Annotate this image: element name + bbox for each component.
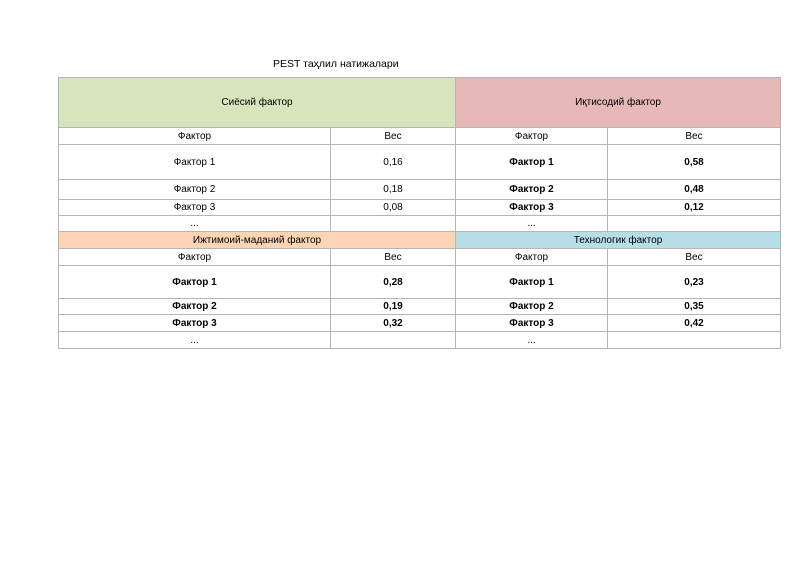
social-weight-1: 0,28 xyxy=(331,266,456,299)
political-factor-2: Фактор 2 xyxy=(59,180,331,200)
economic-weight-1: 0,58 xyxy=(608,145,781,180)
technological-weight-3: 0,42 xyxy=(608,315,781,332)
political-factor-1: Фактор 1 xyxy=(59,145,331,180)
social-factor-2: Фактор 2 xyxy=(59,299,331,315)
political-more-weight xyxy=(331,216,456,232)
economic-factor-3: Фактор 3 xyxy=(456,200,608,216)
technological-factor-3: Фактор 3 xyxy=(456,315,608,332)
political-more: ... xyxy=(59,216,331,232)
economic-col-factor: Фактор xyxy=(456,128,608,145)
technological-more-weight xyxy=(608,332,781,349)
economic-col-weight: Вес xyxy=(608,128,781,145)
political-weight-2: 0,18 xyxy=(331,180,456,200)
economic-header: Иқтисодий фактор xyxy=(456,78,781,128)
technological-factor-2: Фактор 2 xyxy=(456,299,608,315)
social-col-factor: Фактор xyxy=(59,249,331,266)
economic-more: ... xyxy=(456,216,608,232)
social-more: ... xyxy=(59,332,331,349)
technological-factor-1: Фактор 1 xyxy=(456,266,608,299)
economic-factor-1: Фактор 1 xyxy=(456,145,608,180)
technological-header: Технологик фактор xyxy=(456,232,781,249)
technological-col-weight: Вес xyxy=(608,249,781,266)
social-factor-1: Фактор 1 xyxy=(59,266,331,299)
social-weight-2: 0,19 xyxy=(331,299,456,315)
economic-weight-3: 0,12 xyxy=(608,200,781,216)
technological-more: ... xyxy=(456,332,608,349)
political-col-factor: Фактор xyxy=(59,128,331,145)
political-col-weight: Вес xyxy=(331,128,456,145)
technological-weight-1: 0,23 xyxy=(608,266,781,299)
social-factor-3: Фактор 3 xyxy=(59,315,331,332)
political-header: Сиёсий фактор xyxy=(59,78,456,128)
political-weight-1: 0,16 xyxy=(331,145,456,180)
social-header: Ижтимоий-маданий фактор xyxy=(59,232,456,249)
economic-more-weight xyxy=(608,216,781,232)
technological-weight-2: 0,35 xyxy=(608,299,781,315)
political-weight-3: 0,08 xyxy=(331,200,456,216)
political-factor-3: Фактор 3 xyxy=(59,200,331,216)
pest-table xyxy=(58,77,781,349)
social-weight-3: 0,32 xyxy=(331,315,456,332)
economic-factor-2: Фактор 2 xyxy=(456,180,608,200)
social-more-weight xyxy=(331,332,456,349)
page-title: PEST таҳлил натижалари xyxy=(273,58,399,70)
technological-col-factor: Фактор xyxy=(456,249,608,266)
economic-weight-2: 0,48 xyxy=(608,180,781,200)
social-col-weight: Вес xyxy=(331,249,456,266)
